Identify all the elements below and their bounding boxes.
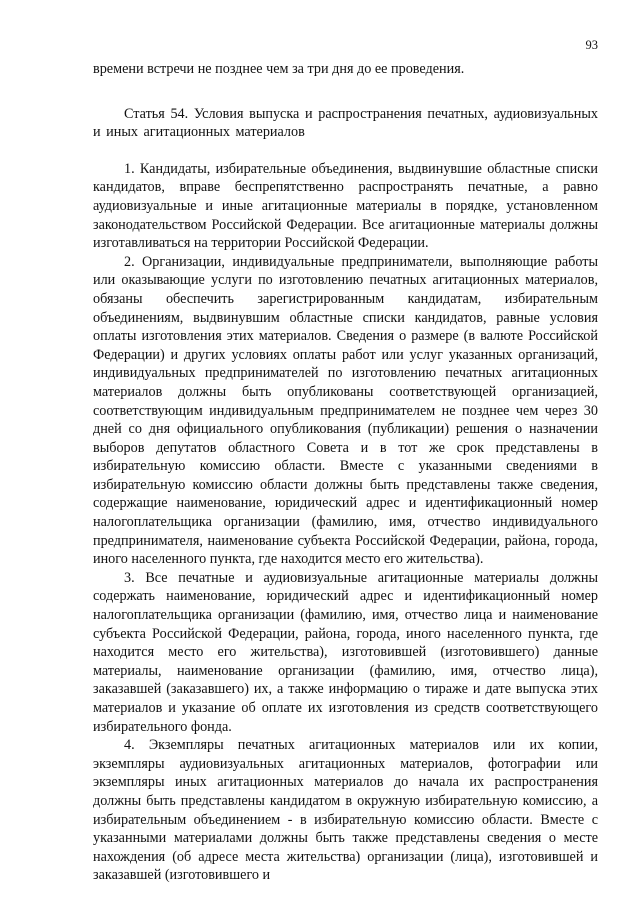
paragraph-4: 4. Экземпляры печатных агитационных материалов или их копии, экземпляры аудиовизуальных агитационных материалов, фотографии или экземпляры иных агитационных материалов до начала их распространения должны быть представлены кандидатом в окружную избирательную комиссию, а избирательным объединением - в избирательную комиссию области. Вместе с указанными материалами должны быть также представлены сведения о месте нахождения (об адресе места жительства) организации (лица), изготовившей и заказавшей (изготовившего и bbox=[93, 737, 598, 884]
continuation-text: времени встречи не позднее чем за три дня до ее проведения. bbox=[93, 61, 465, 77]
paragraph-3: 3. Все печатные и аудиовизуальные агитационные материалы должны содержать наименование, юридический адрес и идентификационный номер налогоплательщика организации (фамилию, имя, отчество лица и наименование субъекта Российской Федерации, района, города, иного населенного пункта, где находится место его жительства), изготовившей (изготовившего) данные материалы, наименование организации (фамилию, имя, отчество лица), заказавшей (заказавшего) их, а также информацию о тираже и дате выпуска этих материалов и указание об оплате их изготовления из средств соответствующего избирательного фонда. bbox=[93, 569, 598, 735]
paragraph-2: 2. Организации, индивидуальные предприниматели, выполняющие работы или оказывающие услуги по изготовлению печатных агитационных материалов, обязаны обеспечить зарегистрированным кандидатам, избирательным объединениям, выдвинувшим областные списки кандидатов, равные условия оплаты изготовления этих материалов. Сведения о размере (в валюте Российской Федерации) и других условиях оплаты работ или услуг указанных организаций, индивидуальных предпринимателей по изготовлению печатных агитационных материалов должны быть опубликованы соответствующей организацией, соответствующим индивидуальным предпринимателем не позднее чем через 30 дней со дня официального опубликования (публикации) решения о назначении выборов депутатов областного Совета и в тот же срок представлены в избирательную комиссию области. Вместе с указанными сведениями в избирательную комиссию области должны быть представлены также сведения, содержащие наименование, юридический адрес и идентификационный номер налогоплательщика организации (фамилию, имя, отчество индивидуального предпринимателя, наименование субъекта Российской Федерации, района, города, иного населенного пункта, где находится место его жительства). bbox=[93, 253, 598, 568]
paragraph-1: 1. Кандидаты, избирательные объединения, выдвинувшие областные списки кандидатов, вправе беспрепятственно распространять печатные, а равно аудиовизуальные и иные агитационные материалы в порядке, установленном законодательством Российской Федерации. Все агитационные материалы должны изготавливаться на территории Российской Федерации. bbox=[93, 160, 598, 252]
document-body bbox=[93, 60, 598, 885]
article-heading: Статья 54. Условия выпуска и распространения печатных, аудиовизуальных и иных агитационных материалов bbox=[93, 105, 598, 141]
page-number: 93 bbox=[585, 38, 598, 52]
spacer bbox=[93, 142, 598, 160]
